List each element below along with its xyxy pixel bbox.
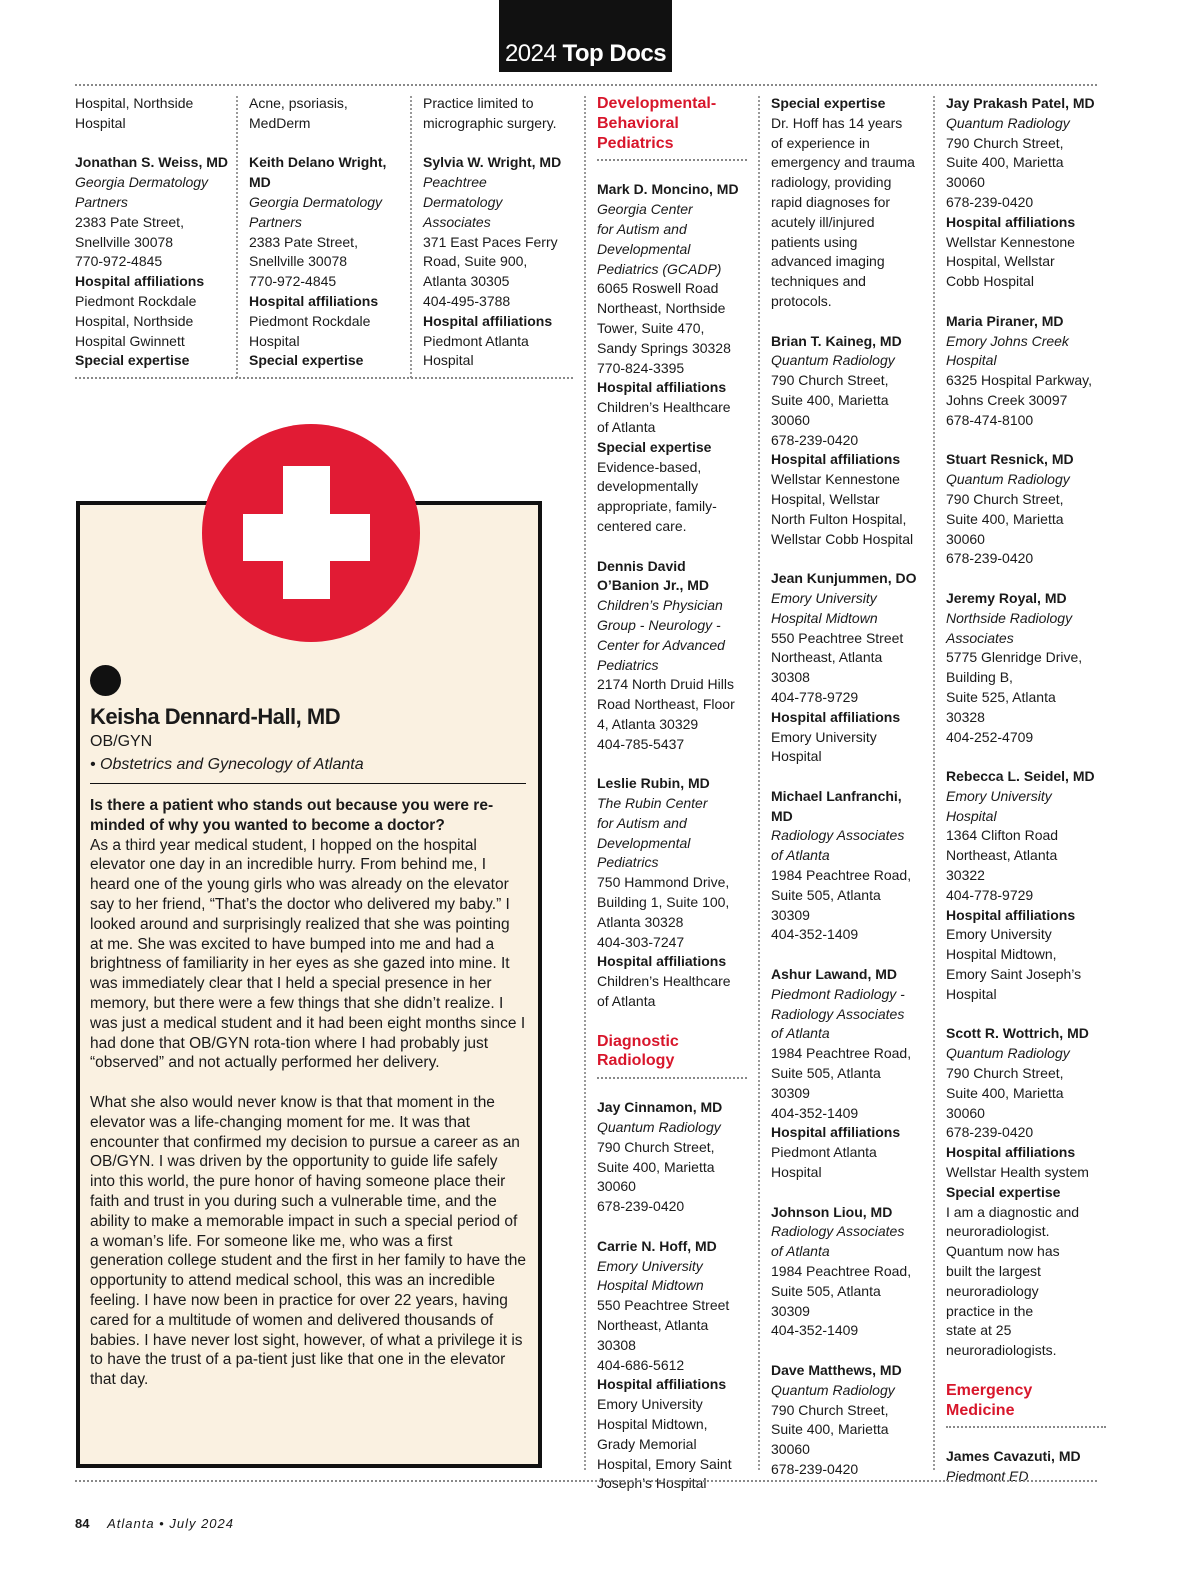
- expertise-line: neuroradiologists.: [946, 1342, 1057, 1359]
- doctor-name: Keith Delano Wright,: [249, 154, 387, 171]
- doctor-org: Emory Johns Creek: [946, 332, 1069, 349]
- doctor-org: Quantum Radiology: [946, 1045, 1070, 1062]
- doctor-org: Quantum Radiology: [946, 471, 1070, 488]
- doctor-org: for Autism and: [597, 220, 687, 237]
- doctor-entry: [771, 1203, 931, 1342]
- address-line: Suite 400, Marietta: [597, 1158, 715, 1175]
- doctor-entry: [597, 1098, 747, 1217]
- address-line: Building 1, Suite 100,: [597, 894, 730, 911]
- doctor-name: Jeremy Royal, MD: [946, 589, 1067, 606]
- doctor-org: Northside Radiology: [946, 609, 1073, 626]
- doctor-entry: [597, 557, 747, 755]
- affiliation-line: Hospital, Northside: [75, 312, 194, 329]
- address-line: 30308: [597, 1336, 636, 1353]
- affiliation-line: Hospital Gwinnett: [75, 332, 185, 349]
- affiliation-line: Piedmont Atlanta: [771, 1144, 877, 1161]
- address-line: 790 Church Street,: [946, 490, 1064, 507]
- expertise-line: techniques and: [771, 273, 866, 290]
- doctor-org: Hospital: [946, 807, 997, 824]
- doctor-entry: [946, 312, 1106, 431]
- section-title: Pediatrics: [597, 134, 674, 152]
- card-body: [90, 796, 526, 1390]
- doctor-entry: [771, 787, 931, 945]
- affiliation-line: Hospital: [423, 352, 474, 369]
- address-line: 790 Church Street,: [946, 1065, 1064, 1082]
- doctor-org: Georgia Center: [597, 201, 693, 218]
- doctor-org: Group - Neurology -: [597, 616, 721, 633]
- phone: 678-239-0420: [946, 550, 1034, 567]
- expertise-line: neuroradiologist.: [946, 1223, 1050, 1240]
- doctor-name: Carrie N. Hoff, MD: [597, 1237, 717, 1254]
- affiliation-line: Hospital, Wellstar: [771, 490, 880, 507]
- address-line: 371 East Paces Ferry: [423, 233, 558, 250]
- phone: 404-495-3788: [423, 292, 511, 309]
- card-paragraph: What she also would never know is that that moment in the elevator was a life-changing moment for me. It was that encounter that confirmed my decision to pursue a career as an OB/GYN. I was driven by the opportunity to guide life safely into this world, the pure honor of having someone place their faith and trust in you during such a vulnerable time, and the ability to make a memorable impact in such a special period of a woman’s life. For someone like me, who was a first generation college student and the first in her family to have the opportunity to attend medical school, this was an incredible feeling. I have now been in practice for over 22 years, having cared for a multitude of women and delivered thousands of babies. I have never lost sight, however, of what a privilege it is to have the trust of a pa-tient just like that one in the elevator that day.: [90, 1093, 526, 1389]
- column-2: [249, 94, 409, 391]
- text-line: Practice limited to: [423, 95, 534, 111]
- doctor-name: Stuart Resnick, MD: [946, 451, 1074, 468]
- expertise-label: Special expertise: [946, 1183, 1061, 1200]
- affiliations-label: Hospital affiliations: [249, 292, 379, 309]
- section-title: Radiology: [597, 1052, 675, 1070]
- phone: 404-785-5437: [597, 735, 685, 752]
- expertise-line: developmentally: [597, 478, 699, 495]
- address-line: 790 Church Street,: [771, 1401, 889, 1418]
- doctor-org: of Atlanta: [771, 847, 830, 864]
- doctor-entry: [946, 767, 1106, 1005]
- doctor-org: Developmental: [597, 834, 691, 851]
- doctor-org: Quantum Radiology: [771, 1381, 895, 1398]
- address-line: Suite 525, Atlanta: [946, 688, 1056, 705]
- doctor-org: Hospital Midtown: [771, 609, 878, 626]
- doctor-name: Scott R. Wottrich, MD: [946, 1025, 1089, 1042]
- address-line: 1984 Peachtree Road,: [771, 1263, 912, 1280]
- doctor-name: Jay Cinnamon, MD: [597, 1099, 723, 1116]
- doctor-name: Jean Kunjummen, DO: [771, 570, 917, 587]
- header-year: 2024: [504, 40, 557, 67]
- doctor-entry: [946, 589, 1106, 747]
- text-line: Hospital, Northside: [75, 95, 194, 111]
- address-line: Sandy Springs 30328: [597, 339, 731, 356]
- doctor-org: Quantum Radiology: [771, 352, 895, 369]
- expertise-line: centered care.: [597, 517, 687, 534]
- address-line: 30060: [771, 1441, 810, 1458]
- address-line: Johns Creek 30097: [946, 391, 1068, 408]
- expertise-line: emergency and trauma: [771, 154, 915, 171]
- doctor-org: Georgia Dermatology: [75, 174, 209, 191]
- affiliations-label: Hospital affiliations: [771, 451, 901, 468]
- expertise-line: state at 25: [946, 1322, 1012, 1339]
- expertise-line: rapid diagnoses for: [771, 193, 891, 210]
- phone: 770-972-4845: [249, 273, 337, 290]
- affiliation-line: Hospital: [771, 1164, 822, 1181]
- affiliation-line: Hospital, Wellstar: [946, 253, 1055, 270]
- address-line: Suite 400, Marietta: [771, 391, 889, 408]
- affiliation-line: Wellstar Kennestone: [946, 233, 1075, 250]
- address-line: Northeast, Atlanta: [946, 847, 1058, 864]
- expertise-line: radiology, providing: [771, 174, 892, 191]
- doctor-org: Peachtree: [423, 174, 487, 191]
- column-divider: [410, 96, 412, 378]
- address-line: 5775 Glenridge Drive,: [946, 649, 1083, 666]
- card-specialty: OB/GYN: [90, 733, 153, 750]
- affiliations-label: Hospital affiliations: [597, 953, 727, 970]
- affiliation-line: Hospital: [946, 985, 997, 1002]
- affiliation-line: Emory University: [771, 728, 877, 745]
- address-line: 2383 Pate Street,: [249, 233, 358, 250]
- section-title: Behavioral: [597, 114, 679, 132]
- address-line: 30308: [771, 669, 810, 686]
- affiliation-line: Piedmont Rockdale: [249, 312, 371, 329]
- expertise-line: Evidence-based,: [597, 458, 702, 475]
- doctor-org: Hospital Midtown: [597, 1277, 704, 1294]
- address-line: 30060: [946, 1104, 985, 1121]
- doctor-name: Johnson Liou, MD: [771, 1203, 893, 1220]
- doctor-org: Piedmont Radiology -: [771, 985, 905, 1002]
- affiliations-label: Hospital affiliations: [771, 708, 901, 725]
- expertise-line: Dr. Hoff has 14 years: [771, 114, 903, 131]
- doctor-org: Hospital: [946, 352, 997, 369]
- doctor-name: MD: [249, 174, 271, 191]
- address-line: Atlanta 30305: [423, 273, 510, 290]
- phone: 404-352-1409: [771, 1104, 859, 1121]
- affiliations-label: Hospital affiliations: [946, 906, 1076, 923]
- address-line: 790 Church Street,: [771, 372, 889, 389]
- header-title: Top Docs: [562, 40, 667, 67]
- doctor-entry: [771, 1361, 931, 1480]
- affiliation-line: Children’s Healthcare: [597, 399, 731, 416]
- doctor-name: Brian T. Kaineg, MD: [771, 332, 902, 349]
- doctor-name: Ashur Lawand, MD: [771, 966, 898, 983]
- address-line: 30060: [597, 1178, 636, 1195]
- section-title: Emergency: [946, 1381, 1033, 1399]
- expertise-line: acutely ill/injured: [771, 213, 875, 230]
- expertise-line: of experience in: [771, 134, 870, 151]
- affiliation-line: Grady Memorial: [597, 1435, 697, 1452]
- doctor-org: Pediatrics: [597, 854, 659, 871]
- doctor-name: Mark D. Moncino, MD: [597, 181, 739, 198]
- affiliation-line: Hospital, Emory Saint: [597, 1455, 732, 1472]
- affiliation-line: Emory University: [946, 926, 1052, 943]
- affiliation-line: Children’s Healthcare: [597, 973, 731, 990]
- doctor-entry: [597, 180, 747, 536]
- affiliation-line: Hospital: [771, 748, 822, 765]
- header-tab: [499, 0, 672, 72]
- doctor-org: Quantum Radiology: [597, 1119, 721, 1136]
- affiliations-label: Hospital affiliations: [597, 379, 727, 396]
- doctor-org: Children’s Physician: [597, 597, 723, 614]
- affiliations-label: Hospital affiliations: [771, 1124, 901, 1141]
- affiliations-label: Hospital affiliations: [597, 1376, 727, 1393]
- text-line: Hospital: [75, 114, 126, 131]
- address-line: 30309: [771, 1084, 810, 1101]
- address-line: 550 Peachtree Street: [597, 1297, 730, 1314]
- magazine-issue: Atlanta • July 2024: [107, 1516, 234, 1531]
- address-line: 30060: [946, 530, 985, 547]
- section-rule: [597, 1077, 747, 1079]
- doctor-org: Pediatrics: [597, 656, 659, 673]
- doctor-name: Dennis David: [597, 557, 686, 574]
- address-line: Suite 505, Atlanta: [771, 1282, 881, 1299]
- affiliation-line: Emory Saint Joseph’s: [946, 966, 1082, 983]
- doctor-org: Partners: [249, 213, 302, 230]
- bottom-divider: [75, 1480, 1097, 1482]
- text-line: micrographic surgery.: [423, 114, 557, 131]
- section-title: Medicine: [946, 1401, 1015, 1419]
- affiliation-line: Piedmont Atlanta: [423, 332, 529, 349]
- doctor-org: Piedmont ED: [946, 1468, 1029, 1485]
- text-line: MedDerm: [249, 114, 311, 131]
- address-line: 2383 Pate Street,: [75, 213, 184, 230]
- phone: 678-239-0420: [946, 1124, 1034, 1141]
- doctor-entry: [597, 774, 747, 1012]
- address-line: Suite 400, Marietta: [946, 1084, 1064, 1101]
- address-line: 1984 Peachtree Road,: [771, 1045, 912, 1062]
- text-line: Acne, psoriasis,: [249, 95, 348, 111]
- address-line: 30060: [946, 174, 985, 191]
- doctor-org: for Autism and: [597, 814, 687, 831]
- card-rule: [90, 783, 526, 784]
- address-line: Atlanta 30328: [597, 913, 684, 930]
- column-divider: [758, 96, 760, 1470]
- doctor-org: Radiology Associates: [771, 1223, 905, 1240]
- address-line: Snellville 30078: [75, 233, 174, 250]
- affiliation-line: Wellstar Cobb Hospital: [771, 530, 914, 547]
- affiliation-line: Joseph’s Hospital: [597, 1475, 707, 1492]
- address-line: Snellville 30078: [249, 253, 348, 270]
- address-line: Suite 400, Marietta: [946, 154, 1064, 171]
- expertise-label: Special expertise: [597, 438, 712, 455]
- doctor-entry: [771, 569, 931, 767]
- address-line: 6065 Roswell Road: [597, 280, 719, 297]
- expertise-label: Special expertise: [249, 352, 364, 369]
- section-divider: [75, 377, 573, 379]
- expertise-line: practice in the: [946, 1302, 1034, 1319]
- address-line: Northeast, Northside: [597, 300, 726, 317]
- doctor-org: Emory University: [597, 1257, 703, 1274]
- address-line: 550 Peachtree Street: [771, 629, 904, 646]
- address-line: 790 Church Street,: [946, 134, 1064, 151]
- address-line: Suite 400, Marietta: [946, 510, 1064, 527]
- address-line: 30309: [771, 906, 810, 923]
- doctor-org: Pediatrics (GCADP): [597, 260, 722, 277]
- doctor-org: Developmental: [597, 240, 691, 257]
- doctor-entry: [423, 153, 583, 371]
- address-line: Tower, Suite 470,: [597, 319, 705, 336]
- affiliation-line: Piedmont Rockdale: [75, 292, 197, 309]
- doctor-org: Radiology Associates: [771, 1005, 905, 1022]
- expertise-line: advanced imaging: [771, 253, 885, 270]
- address-line: Road Northeast, Floor: [597, 696, 735, 713]
- section-rule: [946, 1426, 1106, 1428]
- address-line: Suite 400, Marietta: [771, 1421, 889, 1438]
- affiliation-line: of Atlanta: [597, 993, 656, 1010]
- doctor-org: Georgia Dermatology: [249, 193, 383, 210]
- phone: 770-824-3395: [597, 359, 685, 376]
- column-divider: [933, 96, 935, 1470]
- affiliation-line: Wellstar Health system: [946, 1164, 1089, 1181]
- affiliation-line: Cobb Hospital: [946, 273, 1034, 290]
- affiliations-label: Hospital affiliations: [946, 1144, 1076, 1161]
- phone: 404-686-5612: [597, 1356, 685, 1373]
- expertise-line: protocols.: [771, 292, 832, 309]
- doctor-entry: [249, 153, 409, 371]
- column-3: [423, 94, 583, 391]
- card-question: Is there a patient who stands out because you were re-minded of why you wanted to become a doctor?: [90, 797, 494, 834]
- doctor-name: Jay Prakash Patel, MD: [946, 95, 1095, 111]
- address-line: Suite 505, Atlanta: [771, 1065, 881, 1082]
- page-number: 84: [75, 1516, 90, 1531]
- doctor-org: Dermatology: [423, 193, 503, 210]
- doctor-name: Michael Lanfranchi,: [771, 787, 902, 804]
- expertise-line: appropriate, family-: [597, 498, 717, 515]
- expertise-line: I am a diagnostic and: [946, 1203, 1080, 1220]
- page-footer: [75, 1516, 234, 1531]
- phone: 404-252-4709: [946, 728, 1034, 745]
- phone: 404-303-7247: [597, 933, 685, 950]
- expertise-label: Special expertise: [771, 95, 886, 111]
- doctor-org: Emory University: [771, 589, 877, 606]
- bullet-dot-icon: [90, 665, 121, 696]
- affiliation-line: North Fulton Hospital,: [771, 510, 907, 527]
- address-line: 30328: [946, 708, 985, 725]
- doctor-entry: [946, 1024, 1106, 1361]
- cross-icon-bar: [243, 514, 370, 561]
- column-4: [597, 94, 747, 1514]
- section-title: Developmental-: [597, 95, 717, 112]
- address-line: 30309: [771, 1302, 810, 1319]
- section-rule: [597, 159, 747, 161]
- doctor-name: Sylvia W. Wright, MD: [423, 154, 562, 171]
- doctor-entry: [771, 332, 931, 550]
- address-line: Suite 505, Atlanta: [771, 886, 881, 903]
- doctor-name: MD: [771, 807, 793, 824]
- doctor-name: James Cavazuti, MD: [946, 1448, 1081, 1465]
- address-line: 30322: [946, 867, 985, 884]
- address-line: 1364 Clifton Road: [946, 827, 1059, 844]
- doctor-entry: [946, 94, 1106, 292]
- address-line: 2174 North Druid Hills: [597, 676, 734, 693]
- doctor-entry: [75, 153, 235, 371]
- address-line: 750 Hammond Drive,: [597, 874, 730, 891]
- doctor-name: O’Banion Jr., MD: [597, 577, 710, 594]
- column-1: [75, 94, 235, 391]
- column-divider: [236, 96, 238, 378]
- affiliation-line: of Atlanta: [597, 418, 656, 435]
- address-line: Northeast, Atlanta: [771, 649, 883, 666]
- affiliation-line: Hospital: [249, 332, 300, 349]
- affiliation-line: Wellstar Kennestone: [771, 471, 900, 488]
- affiliations-label: Hospital affiliations: [75, 273, 205, 290]
- affiliation-line: Hospital Midtown,: [946, 946, 1057, 963]
- affiliations-label: Hospital affiliations: [423, 312, 553, 329]
- column-5: [771, 94, 931, 1500]
- doctor-org: Associates: [946, 629, 1014, 646]
- affiliations-label: Hospital affiliations: [946, 213, 1076, 230]
- expertise-label: Special expertise: [75, 352, 190, 369]
- expertise-line: built the largest: [946, 1263, 1041, 1280]
- doctor-org: of Atlanta: [771, 1243, 830, 1260]
- doctor-entry: [771, 965, 931, 1183]
- expertise-line: patients using: [771, 233, 858, 250]
- address-line: Northeast, Atlanta: [597, 1317, 709, 1334]
- phone: 404-352-1409: [771, 926, 859, 943]
- doctor-org: Quantum Radiology: [946, 114, 1070, 131]
- card-paragraph: As a third year medical student, I hopped on the hospital elevator one day in an incredible hurry. From behind me, I heard one of the young girls who was already on the elevator say to her friend, “That’s the doctor who delivered my baby.” I looked around and surprisingly realized that she was pointing at me. She was excited to have bumped into me and had a brightness of familiarity in her eyes as she gazed into mine. It was immediately clear that I held a special presence in her memory, but there were a few things that she didn’t realize. I was just a medical student and it had been eight months since I had done that OB/GYN rota-tion where I had probably just “observed” and not actually performed her delivery.: [90, 836, 526, 1072]
- address-line: 790 Church Street,: [597, 1138, 715, 1155]
- doctor-entry: [946, 450, 1106, 569]
- address-line: 4, Atlanta 30329: [597, 715, 699, 732]
- phone: 678-239-0420: [597, 1198, 685, 1215]
- card-organization: • Obstetrics and Gynecology of Atlanta: [90, 756, 364, 773]
- doctor-org: Radiology Associates: [771, 827, 905, 844]
- doctor-org: Center for Advanced: [597, 636, 725, 653]
- doctor-name: Maria Piraner, MD: [946, 312, 1064, 329]
- phone: 678-239-0420: [771, 431, 859, 448]
- address-line: 30060: [771, 411, 810, 428]
- address-line: 1984 Peachtree Road,: [771, 867, 912, 884]
- affiliation-line: Emory University: [597, 1396, 703, 1413]
- doctor-name: Rebecca L. Seidel, MD: [946, 768, 1095, 785]
- doctor-name: Jonathan S. Weiss, MD: [75, 154, 228, 171]
- phone: 404-778-9729: [771, 688, 859, 705]
- phone: 404-352-1409: [771, 1322, 859, 1339]
- address-line: Building B,: [946, 669, 1013, 686]
- address-line: Road, Suite 900,: [423, 253, 528, 270]
- phone: 404-778-9729: [946, 886, 1034, 903]
- doctor-org: Associates: [423, 213, 491, 230]
- section-title: Diagnostic: [597, 1032, 679, 1050]
- phone: 678-239-0420: [946, 193, 1034, 210]
- doctor-name: Leslie Rubin, MD: [597, 775, 710, 792]
- expertise-line: neuroradiology: [946, 1282, 1039, 1299]
- doctor-name: Dave Matthews, MD: [771, 1362, 902, 1378]
- phone: 678-474-8100: [946, 411, 1034, 428]
- card-doctor-name: Keisha Dennard-Hall, MD: [90, 704, 341, 729]
- doctor-org: Partners: [75, 193, 128, 210]
- top-divider: [75, 84, 1097, 86]
- address-line: 6325 Hospital Parkway,: [946, 372, 1093, 389]
- phone: 770-972-4845: [75, 253, 163, 270]
- column-6: [946, 94, 1106, 1487]
- affiliation-line: Hospital Midtown,: [597, 1416, 708, 1432]
- doctor-entry: [597, 1237, 747, 1494]
- column-divider: [584, 96, 586, 1470]
- doctor-org: of Atlanta: [771, 1025, 830, 1042]
- expertise-line: Quantum now has: [946, 1243, 1060, 1260]
- doctor-org: The Rubin Center: [597, 795, 708, 812]
- doctor-org: Emory University: [946, 787, 1052, 804]
- phone: 678-239-0420: [771, 1460, 859, 1477]
